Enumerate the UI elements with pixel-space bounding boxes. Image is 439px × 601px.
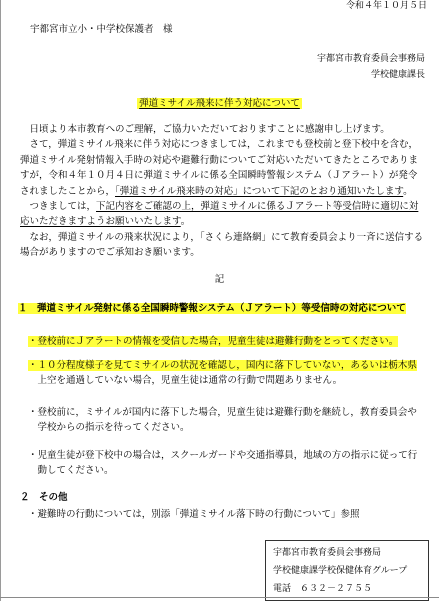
body-line-text: つきましては， (20, 200, 97, 212)
list-item-line (28, 463, 436, 478)
body-line (20, 153, 435, 168)
body-line-text: さて，弾道ミサイル飛来に伴う対応につきましては，これまでも登校前と登下校中を含む， (20, 139, 418, 151)
contact-organization: 宇都宮市教育委員会事務局 (273, 548, 382, 558)
contact-group: 学校健康課学校保健体育グループ (273, 566, 408, 576)
list-item-text: 動してください。 (37, 464, 114, 476)
contact-phone: 電話 ６３２－２７５５ (273, 584, 373, 594)
page-edge-left (0, 0, 1, 601)
sender-title: 学校健康課長 (370, 70, 425, 80)
list-item-line (28, 334, 436, 349)
list-item-text: ・登校前にＪアラートの情報を受信した場合，児童生徒は避難行動をとってください。 (28, 335, 399, 347)
section2-heading: ２ その他 (20, 491, 68, 503)
body-line (20, 245, 435, 260)
section1-heading-row (18, 301, 436, 316)
addressee: 宇都宮市立小・中学校保護者 様 (30, 24, 173, 35)
body-text (20, 122, 435, 261)
list-item (28, 358, 436, 389)
list-item (28, 334, 436, 349)
list-item (28, 405, 436, 436)
list-item-text: ・登校前に，ミサイルが国内に落下した場合，児童生徒は避難行動を継続し，教育委員会や (28, 406, 417, 418)
underlined-request-text: 下記内容をご確認の上，弾道ミサイルに係るＪアラート等受信時に適切に対 (96, 200, 419, 212)
body-line (20, 184, 435, 199)
underlined-notice-text: 「弾道ミサイル飛来時の対応」について下記のとおり通知いたします (115, 185, 404, 197)
sender-organization: 宇都宮市教育委員会事務局 (316, 54, 425, 64)
body-line-text: 場合がありますのでご承知おき願います。 (20, 247, 200, 259)
body-line-text: すが，令和４年１０月４日に弾道ミサイルに係る全国瞬時警報システム（Ｊアラート）が発令 (20, 170, 418, 182)
body-line (20, 214, 435, 229)
list-item (28, 507, 436, 522)
list-item-line (28, 405, 436, 420)
document-date: 令和４年１０月５日 (345, 1, 427, 11)
body-line-text: 。 (403, 185, 413, 197)
body-line (20, 122, 435, 137)
body-line-text: されましたことから， (20, 185, 116, 197)
document-title-row (0, 96, 439, 111)
list-item-text: 上空を通過していない場合，児童生徒は通常の行動で問題ありません。 (37, 374, 343, 386)
page-edge-bottom (0, 597, 439, 598)
list-item-text: ・児童生徒が登下校中の場合は，スクールガードや交通指導員，地域の方の指示に従って行 (28, 449, 418, 461)
body-line (20, 137, 435, 152)
list-item-line (28, 507, 436, 522)
section1-heading: １ 弾道ミサイル発射に係る全国瞬時警報システム（Ｊアラート）等受信時の対応について (18, 302, 406, 314)
list-item-line (28, 420, 436, 435)
contact-box (265, 540, 429, 601)
list-item-line (28, 448, 436, 463)
underlined-request-text: 応いただきますようお願いいたします (20, 216, 181, 228)
body-line (20, 230, 435, 245)
list-item-line (28, 373, 436, 388)
list-item-text: ・避難時の行動については，別添「弾道ミサイル落下時の行動について」参照 (28, 508, 360, 520)
body-line (20, 199, 435, 214)
list-item-text: ・１０分程度様子を見てミサイルの状況を確認し，国内に落下していない，あるいは栃木県 (28, 359, 417, 371)
body-line-text: 弾道ミサイル発射情報入手時の対応や避難行動についてご対応いただいてきたところでありま (20, 154, 419, 166)
list-item (28, 448, 436, 479)
body-line-text: 。 (180, 216, 191, 228)
ki-marker: 記 (214, 274, 225, 285)
list-item-text: 学校からの指示を待ってください。 (37, 421, 190, 433)
body-line (20, 168, 435, 183)
body-line-text: 日頃より本市教育へのご理解，ご協力いただいておりますことに感謝申し上げます。 (20, 124, 390, 135)
list-item-line (28, 358, 436, 373)
document-title: 弾道ミサイル飛来に伴う対応について (139, 98, 300, 109)
body-line-text: なお，弾道ミサイルの飛来状況により，「さくら連絡網」にて教育委員会より一斉に送信する (20, 231, 424, 243)
